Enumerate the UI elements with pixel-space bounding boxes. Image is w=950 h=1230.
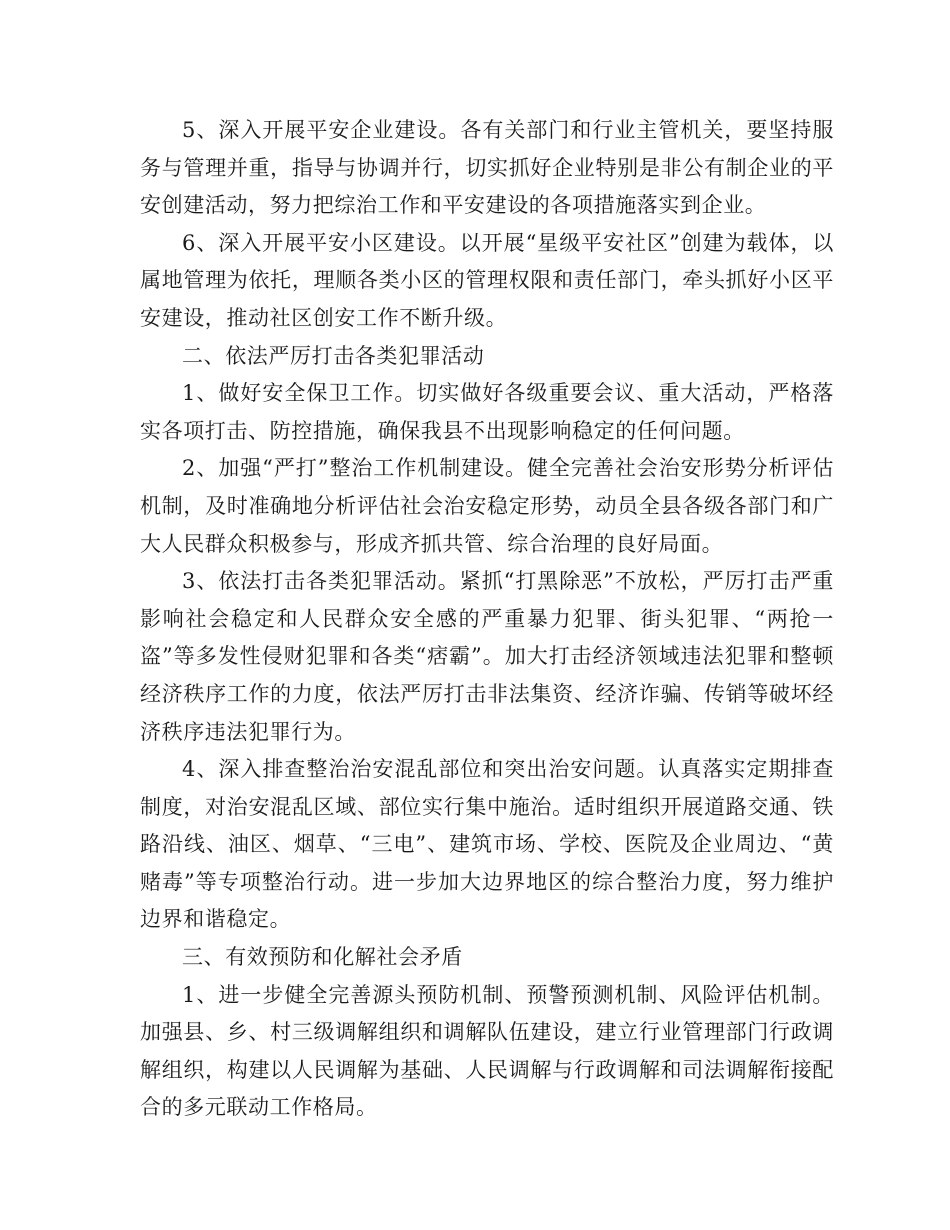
paragraph-security-work: 1、做好安全保卫工作。切实做好各级重要会议、重大活动，严格落实各项打击、防控措施，确保我县不出现影响稳定的任何问题。 [140,381,834,443]
paragraph-safe-community: 6、深入开展平安小区建设。以开展“星级平安社区”创建为载体，以属地管理为依托，理顺各类小区的管理权限和责任部门，牵头抓好小区平安建设，推动社区创安工作不断升级。 [140,230,834,330]
paragraph-disorder-rectification: 4、深入排查整治治安混乱部位和突出治安问题。认真落实定期排查制度，对治安混乱区域、部位实行集中施治。适时组织开展道路交通、铁路沿线、油区、烟草、“三电”、建筑市场、学校、医院及企业周边、“黄赌毒”等专项整治行动。进一步加大边界地区的综合整治力度，努力维护边界和谐稳定。 [140,757,834,932]
document-body [140,112,834,1127]
section-heading-conflict-prevention: 三、有效预防和化解社会矛盾 [182,945,463,970]
paragraph-safe-enterprise: 5、深入开展平安企业建设。各有关部门和行业主管机关，要坚持服务与管理并重，指导与协调并行，切实抓好企业特别是非公有制企业的平安创建活动，努力把综治工作和平安建设的各项措施落实到企业。 [140,118,834,218]
paragraph-crime-strike: 3、依法打击各类犯罪活动。紧抓“打黑除恶”不放松，严厉打击严重影响社会稳定和人民群众安全感的严重暴力犯罪、街头犯罪、“两抢一盗”等多发性侵财犯罪和各类“痞霸”。加大打击经济领域违法犯罪和整顿经济秩序工作的力度，依法严厉打击非法集资、经济诈骗、传销等破坏经济秩序违法犯罪行为。 [140,569,834,744]
paragraph-prevention-mechanism: 1、进一步健全完善源头预防机制、预警预测机制、风险评估机制。加强县、乡、村三级调解组织和调解队伍建设，建立行业管理部门行政调解组织，构建以人民调解为基础、人民调解与行政调解和司法调解衔接配合的多元联动工作格局。 [140,982,834,1120]
paragraph-strike-hard-mechanism: 2、加强“严打”整治工作机制建设。健全完善社会治安形势分析评估机制，及时准确地分析评估社会治安稳定形势，动员全县各级各部门和广大人民群众积极参与，形成齐抓共管、综合治理的良好局面。 [140,456,834,556]
section-heading-crime-crackdown: 二、依法严厉打击各类犯罪活动 [182,343,485,368]
